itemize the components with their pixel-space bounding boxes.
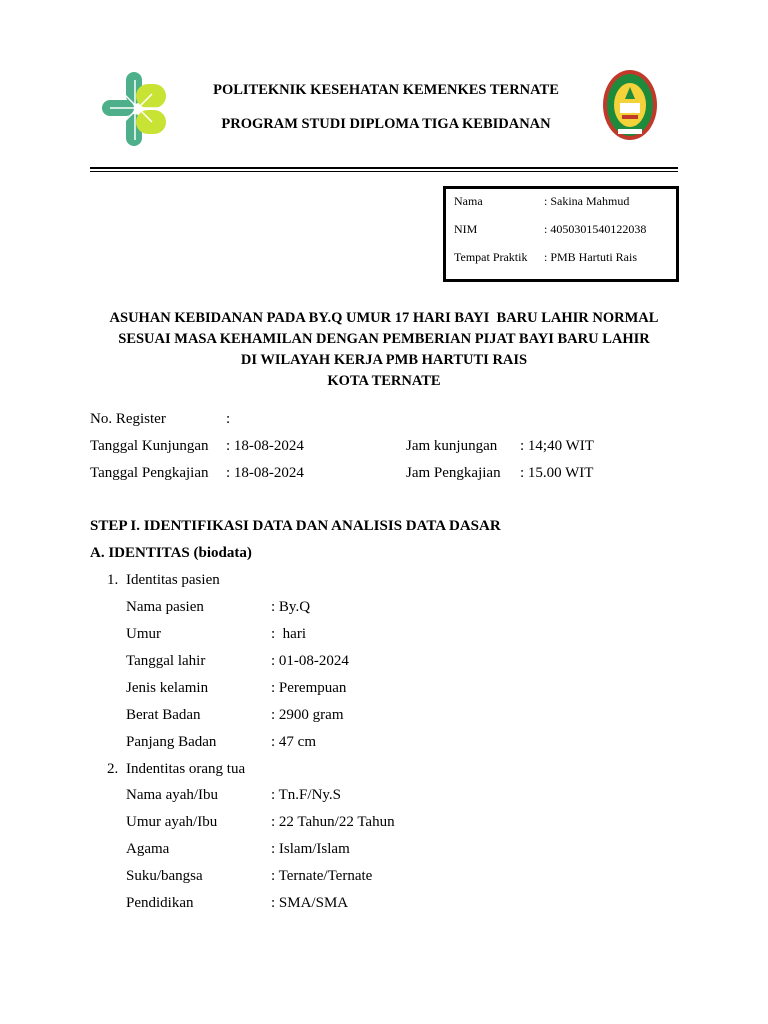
field-value: : Ternate/Ternate xyxy=(271,868,373,884)
field-label: Panjang Badan xyxy=(126,734,217,750)
register-value: : xyxy=(226,411,231,427)
section-heading: A. IDENTITAS (biodata) xyxy=(90,545,252,561)
field-label: Umur xyxy=(126,626,161,642)
idbox-value: : 405030154012203​8 xyxy=(544,222,647,236)
field-label: Suku/bangsa xyxy=(126,868,203,884)
poltekkes-seal xyxy=(602,69,658,141)
field-value: : 2900 gram xyxy=(271,707,344,723)
idbox-value: : PMB Hartuti Rais xyxy=(544,250,638,264)
field-value: : 47 cm xyxy=(271,734,316,750)
visit-time-label: Jam kunjungan xyxy=(406,438,498,454)
field-label: Tanggal lahir xyxy=(126,653,206,669)
student-id-box xyxy=(443,186,679,282)
header-rule-top xyxy=(90,167,678,169)
field-label: Nama pasien xyxy=(126,599,204,615)
register-label: No. Register xyxy=(90,411,166,427)
parent-identity-heading: Indentitas orang tua xyxy=(126,761,246,777)
field-value: : 01-08-2024 xyxy=(271,653,349,669)
list-number: 2. xyxy=(107,761,119,777)
idbox-row-nama xyxy=(454,194,629,209)
field-value: : Tn.F/Ny.S xyxy=(271,787,342,803)
document-title xyxy=(80,308,688,392)
idbox-label: Tempat Praktik xyxy=(454,250,528,264)
idbox-label: NIM xyxy=(454,222,478,236)
header-institution: POLITEKNIK KESEHATAN KEMENKES TERNATE xyxy=(213,82,559,98)
idbox-row-tempat xyxy=(454,250,637,265)
list-number: 1. xyxy=(107,572,119,588)
assessment-time-label: Jam Pengkajian xyxy=(406,465,501,481)
field-label: Jenis kelamin xyxy=(126,680,209,696)
header-rule-bottom xyxy=(90,171,678,172)
field-value: : hari xyxy=(271,626,306,642)
field-label: Nama ayah/Ibu xyxy=(126,787,219,803)
idbox-row-nim xyxy=(454,222,646,237)
visit-date-value: : 18-08-2024 xyxy=(226,438,304,454)
visit-time-value: : 14;40 WIT xyxy=(520,438,594,454)
step-heading: STEP I. IDENTIFIKASI DATA DAN ANALISIS DATA DASAR xyxy=(90,518,501,534)
field-value: : By.Q xyxy=(271,599,311,615)
field-value: : SMA/SMA xyxy=(271,895,349,911)
field-label: Pendidikan xyxy=(126,895,194,911)
idbox-value: : Sakina Mahmud xyxy=(544,194,630,208)
kemenkes-logo xyxy=(100,70,170,148)
field-label: Berat Badan xyxy=(126,707,201,723)
patient-identity-heading: Identitas pasien xyxy=(126,572,220,588)
assessment-time-value: : 15.00 WIT xyxy=(520,465,594,481)
header-program: PROGRAM STUDI DIPLOMA TIGA KEBIDANAN xyxy=(221,116,551,132)
title-line: ASUHAN KEBIDANAN PADA BY.Q UMUR 17 HARI BAYI BARU LAHIR NORMAL xyxy=(109,310,659,326)
field-value: : Islam/Islam xyxy=(271,841,350,857)
title-line: SESUAI MASA KEHAMILAN DENGAN PEMBERIAN PIJAT BAYI BARU LAHIR xyxy=(118,331,650,347)
visit-date-label: Tanggal Kunjungan xyxy=(90,438,209,454)
assessment-date-label: Tanggal Pengkajian xyxy=(90,465,209,481)
field-value: : Perempuan xyxy=(271,680,347,696)
field-value: : 22 Tahun/22 Tahun xyxy=(271,814,395,830)
title-line: DI WILAYAH KERJA PMB HARTUTI RAIS xyxy=(240,352,528,368)
field-label: Agama xyxy=(126,841,170,857)
field-label: Umur ayah/Ibu xyxy=(126,814,218,830)
title-line: KOTA TERNATE xyxy=(327,373,441,389)
idbox-label: Nama xyxy=(454,194,483,208)
assessment-date-value: : 18-08-2024 xyxy=(226,465,304,481)
